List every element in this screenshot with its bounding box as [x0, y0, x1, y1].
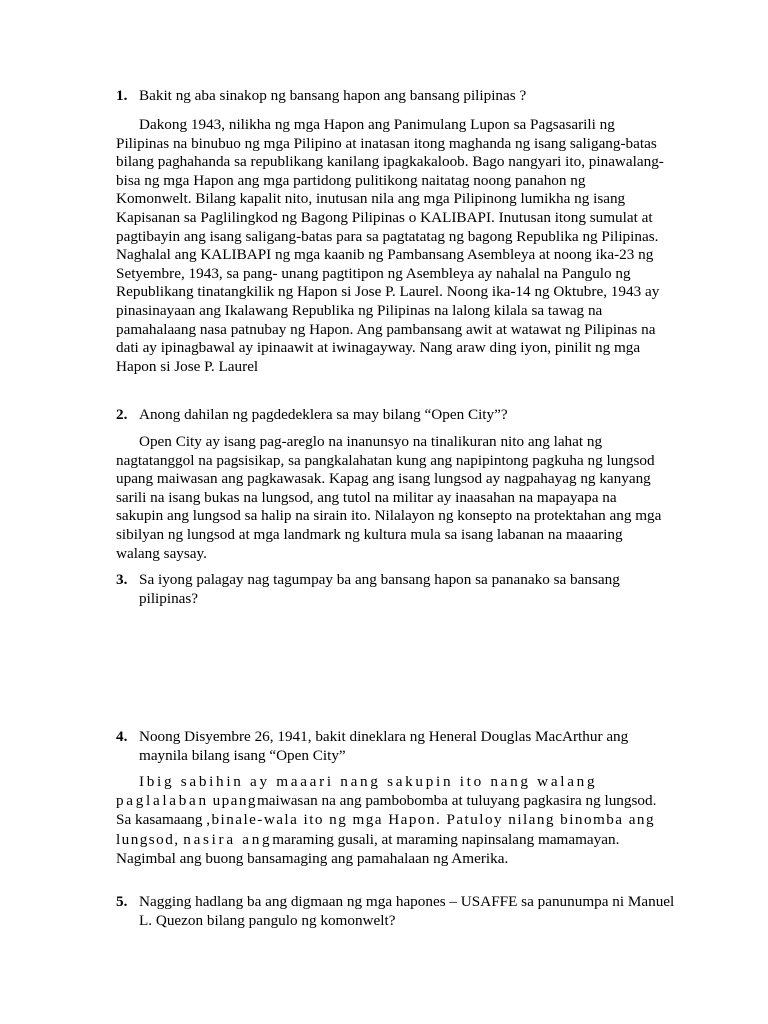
answer-part: upang — [212, 792, 257, 810]
question-text: Nagging hadlang ba ang digmaan ng mga hapones – USAFFE sa panunumpa ni Manuel L. Quezon bilang pangulo ng komonwelt? — [139, 893, 675, 929]
question-3 — [116, 571, 676, 608]
question-4 — [116, 728, 676, 765]
question-1 — [116, 87, 676, 106]
question-number: 1. — [116, 87, 128, 104]
answer-4 — [116, 772, 664, 868]
answer-1: Dakong 1943, nilikha ng mga Hapon ang Panimulang Lupon sa Pagsasarili ng Pilipinas na binubuo ng mga Pilipino at inatasan itong maghanda ng isang saligang-batas bilang paghahanda sa republikang kanilang ipagkakaloob. Bago nangyari ito, pinawalang-bisa ng mga Hapon ang mga partidong pulitikong naitatag noong panahon ng Komonwelt. Bilang kapalit nito, inutusan nila ang mga Pilipinong lumikha ng isang Kapisanan sa Paglilingkod ng Bagong Pilipinas o KALIBAPI. Inutusan itong sumulat at pagtibayin ang isang saligang-batas para sa pagtatatag ng bagong Republika ng Pilipinas. Naghalal ang KALIBAPI ng mga kaanib ng Pambansang Asembleya at noong ika-23 ng Setyembre, 1943, sa pang- unang pagtitipon ng Asembleya ay nahalal na Pangulo ng Republikang tinatangkilik ng Hapon si Jose P. Laurel. Noong ika-14 ng Oktubre, 1943 ay pinasinayaan ang Ikalawang Republika ng Pilipinas na lalong kilala sa tawag na pamahalaang nasa patnubay ng Hapon. Ang pambansang awit at watawat ng Pilipinas na dati ay ipinagbawal ay ipinaawit at iwinagayway. Nang araw ding iyon, pinilit ng mga Hapon si Jose P. Laurel — [116, 116, 664, 375]
answer-part: nasira ang — [183, 830, 273, 848]
answer-part: maraming gusali, at maraming napinsalang mamamayan. Nagimbal ang buong bansa — [116, 830, 620, 867]
question-2 — [116, 406, 676, 425]
question-5 — [116, 893, 676, 930]
answer-part: Ibig sabihin ay maaari nang sakupin ito nang walang paglalaban — [116, 773, 598, 810]
question-number: 3. — [116, 571, 128, 588]
question-text: Bakit ng aba sinakop ng bansang hapon ang bansang pilipinas ? — [139, 87, 527, 104]
answer-part: ,binale-wala ito ng mga Hapon. Patuloy nilang binomba ang lungsod, — [116, 811, 656, 848]
question-text: Noong Disyembre 26, 1941, bakit dineklara ng Heneral Douglas MacArthur ang maynila bilang isang “Open City” — [139, 728, 629, 764]
question-text: Sa iyong palagay nag tagumpay ba ang bansang hapon sa pananako sa bansang pilipinas? — [139, 571, 620, 607]
answer-part: maging ang pamahalaan ng Amerika. — [281, 849, 509, 867]
answer-part: maiwasan na ang pambobomba at tuluyang pagkasira ng lungsod. Sa kasamaang — [116, 792, 657, 829]
answer-2: Open City ay isang pag-areglo na inanunsyo na tinalikuran nito ang lahat ng nagtatanggol na pagsisikap, sa pangkalahatan kung ang napipintong pagkuha ng lungsod upang maiwasan ang pagkawasak. Kapag ang isang lungsod ay nagpahayag ng kanyang sarili na isang bukas na lungsod, ang tutol na militar ay inaasahan na mapayapa na sakupin ang lungsod sa halip na sirain ito. Nilalayon ng konsepto na protektahan ang mga sibilyan ng lungsod at mga landmark ng kultura mula sa isang labanan na maaaring walang saysay. — [116, 433, 662, 562]
question-number: 5. — [116, 893, 128, 910]
question-text: Anong dahilan ng pagdedeklera sa may bilang “Open City”? — [139, 406, 508, 423]
question-number: 4. — [116, 728, 128, 745]
question-number: 2. — [116, 406, 128, 423]
